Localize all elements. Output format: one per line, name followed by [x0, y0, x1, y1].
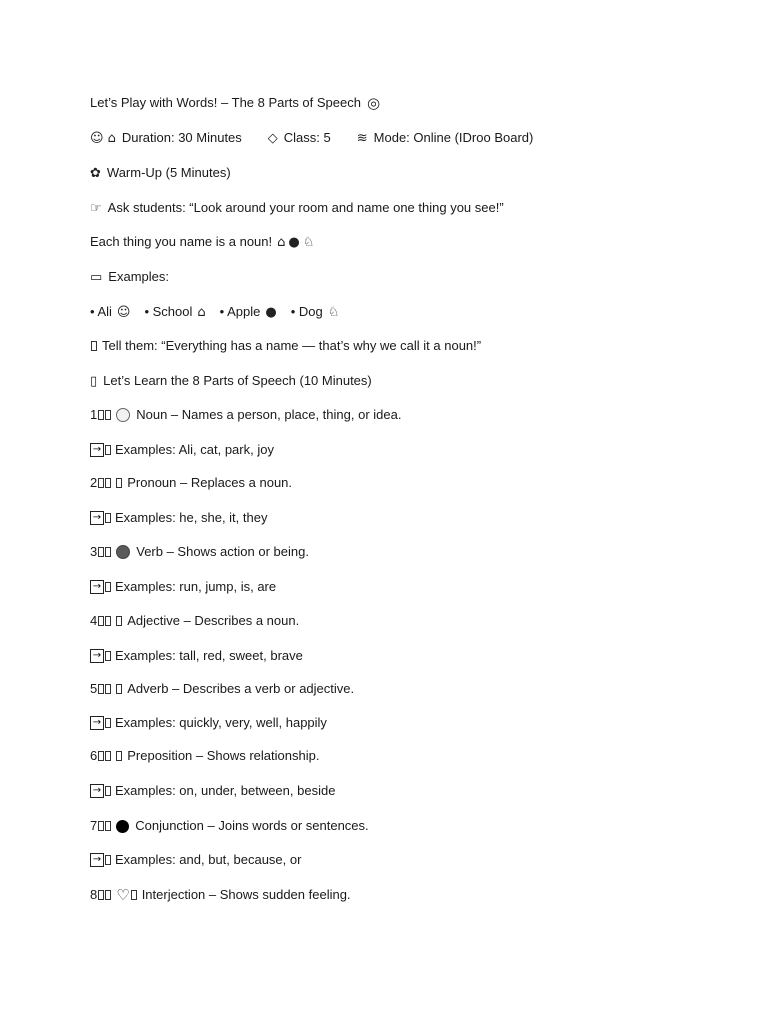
part-examples-text: Examples: on, under, between, beside [115, 783, 336, 798]
missing-glyph-icon [131, 890, 137, 900]
part-number: 7 [90, 818, 98, 833]
title-text: Let’s Play with Words! – The 8 Parts of Speech [90, 95, 361, 110]
document-title [90, 94, 380, 112]
part-examples-verb [90, 578, 276, 596]
school-icon: ⌂ [197, 304, 206, 320]
part-number: 6 [90, 748, 98, 763]
part-item-pronoun [90, 474, 292, 492]
part-item-noun [90, 406, 401, 424]
apple-icon: ● [288, 234, 300, 250]
example-item: • Apple [219, 304, 261, 319]
examples-label-text: Examples: [108, 269, 169, 284]
part-text: Preposition – Shows relationship. [127, 748, 320, 763]
part-text: Conjunction – Joins words or sentences. [135, 818, 369, 833]
missing-glyph-icon [116, 616, 122, 626]
missing-glyph-icon [116, 751, 122, 761]
missing-glyph-icon [116, 684, 122, 694]
ask-text: Ask students: “Look around your room and name one thing you see!” [107, 200, 504, 215]
arrow-icon: → [90, 511, 104, 525]
part-number: 8 [90, 887, 98, 902]
teacher-icon: ☺ [90, 130, 104, 146]
part-number: 2 [90, 475, 98, 490]
palette-icon: ✿ [90, 165, 101, 181]
part-examples-text: Examples: quickly, very, well, happily [115, 715, 327, 730]
part-examples-preposition [90, 782, 335, 800]
part-text: Noun – Names a person, place, thing, or idea. [136, 407, 402, 422]
warmup-ask [90, 199, 504, 217]
part-text: Adverb – Describes a verb or adjective. [127, 681, 355, 696]
part-item-adjective [90, 612, 299, 630]
part-number: 5 [90, 681, 98, 696]
graduation-cap-icon: ◇ [267, 130, 278, 146]
example-item: • Dog [290, 304, 323, 319]
part-examples-text: Examples: run, jump, is, are [115, 579, 277, 594]
tell-text: Tell them: “Everything has a name — that’s why we call it a noun!” [102, 338, 482, 353]
white-circle-icon [116, 408, 130, 422]
example-item: • Ali [90, 304, 112, 319]
book-icon: ▯ [90, 373, 98, 389]
black-circle-icon [116, 820, 129, 833]
arrow-icon: → [90, 784, 104, 798]
learn-heading-text: Let’s Learn the 8 Parts of Speech (10 Minutes) [103, 373, 372, 388]
warmup-heading [90, 164, 231, 182]
arrow-icon: → [90, 580, 104, 594]
grey-circle-icon [116, 545, 130, 559]
learn-heading [90, 372, 372, 390]
part-item-conjunction [90, 817, 369, 835]
warmup-noun-line [90, 233, 314, 251]
part-text: Verb – Shows action or being. [136, 544, 309, 559]
pointing-hand-icon: ☞ [90, 200, 102, 216]
school-icon: ⌂ [107, 130, 116, 146]
school-icon: ⌂ [277, 234, 286, 250]
part-number: 1 [90, 407, 98, 422]
part-number: 3 [90, 544, 98, 559]
speech-bubble-icon: ▭ [90, 269, 103, 285]
part-text: Adjective – Describes a noun. [127, 613, 300, 628]
examples-list [90, 303, 339, 321]
apple-icon: ● [265, 304, 277, 320]
part-examples-text: Examples: tall, red, sweet, brave [115, 648, 303, 663]
heart-icon: ♡ [116, 885, 130, 904]
lesson-meta [90, 129, 533, 147]
part-item-adverb [90, 680, 354, 698]
part-examples-conjunction [90, 851, 301, 869]
part-number: 4 [90, 613, 98, 628]
duration-text: Duration: 30 Minutes [121, 130, 242, 145]
example-item: • School [144, 304, 193, 319]
arrow-icon: → [90, 443, 104, 457]
dog-icon: ♘ [327, 304, 340, 320]
part-item-interjection [90, 886, 351, 904]
class-text: Class: 5 [283, 130, 331, 145]
arrow-icon: → [90, 649, 104, 663]
warmup-heading-text: Warm-Up (5 Minutes) [106, 165, 231, 180]
mode-text: Mode: Online (IDroo Board) [373, 130, 534, 145]
boy-face-icon: ☺ [116, 304, 131, 320]
part-examples-noun [90, 441, 274, 459]
dog-icon: ♘ [302, 234, 315, 250]
part-examples-text: Examples: Ali, cat, park, joy [115, 442, 274, 457]
part-examples-adverb [90, 714, 327, 732]
missing-glyph-icon [116, 478, 122, 488]
noun-line-text: Each thing you name is a noun! [90, 234, 273, 249]
missing-glyph-icon [91, 341, 97, 351]
examples-label [90, 268, 169, 286]
warmup-tell [90, 337, 481, 355]
part-item-verb [90, 543, 309, 561]
arrow-icon: → [90, 853, 104, 867]
part-text: Pronoun – Replaces a noun. [127, 475, 293, 490]
part-examples-pronoun [90, 509, 267, 527]
rainbow-icon: ≋ [356, 130, 368, 146]
part-text: Interjection – Shows sudden feeling. [141, 887, 351, 902]
part-examples-text: Examples: he, she, it, they [115, 510, 268, 525]
part-examples-text: Examples: and, but, because, or [115, 852, 302, 867]
part-item-preposition [90, 747, 319, 765]
arrow-icon: → [90, 716, 104, 730]
part-examples-adjective [90, 647, 303, 665]
target-icon: ◎ [366, 93, 381, 112]
